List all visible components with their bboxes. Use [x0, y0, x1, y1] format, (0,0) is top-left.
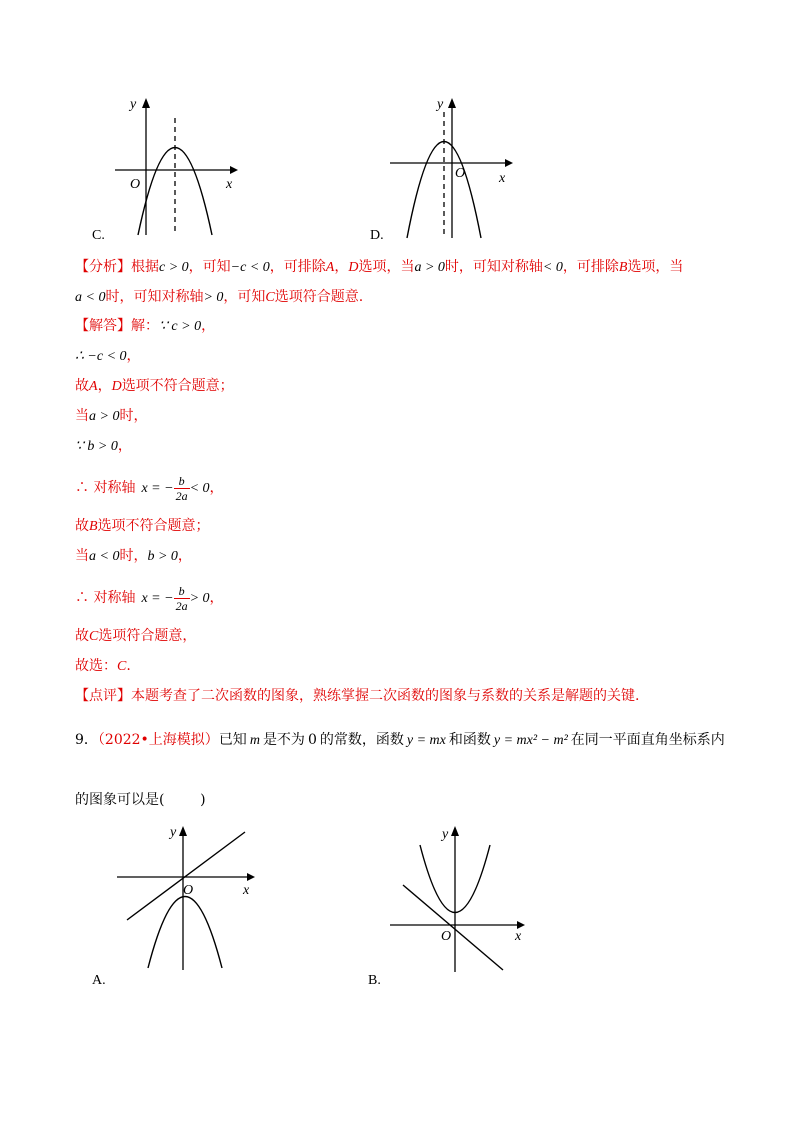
solution-tag: 【解答】: [75, 318, 131, 334]
solution-line-1: 【解答】解：∵ c > 0，: [75, 318, 216, 334]
origin-label: O: [441, 929, 452, 944]
analysis-line-2: a < 0时，可知对称轴> 0，可知C选项符合题意.: [75, 289, 364, 305]
y-axis-label: y: [442, 827, 449, 842]
y-axis-label: y: [130, 97, 137, 112]
solution-line-8: 当a < 0时，b > 0，: [75, 548, 192, 564]
question-source: （2022•上海模拟）: [97, 732, 219, 748]
origin-label: O: [183, 883, 194, 898]
x-axis-label: x: [226, 177, 233, 192]
comment-line: 【点评】本题考查了二次函数的图象，熟练掌握二次函数的图象与系数的关系是解题的关键.: [75, 688, 640, 704]
solution-line-9: ∴ 对称轴 x = − $\frac{b}{2a}$ > 0，: [75, 583, 224, 613]
solution-line-5: ∵ b > 0，: [75, 438, 132, 454]
y-axis-arrow: [179, 826, 187, 836]
option-c-label: C.: [92, 228, 105, 243]
analysis-tag: 【分析】: [75, 259, 131, 275]
question-9-line-2: 的图象可以是( ): [75, 792, 206, 808]
question-number: 9．: [75, 732, 98, 748]
parabola: [148, 897, 222, 969]
question-9-line-1: 9．（2022•上海模拟）已知 m 是不为 0 的常数，函数 y = mx 和函数 y = mx² − m² 在同一平面直角坐标系内: [75, 732, 725, 748]
option-a-label: A.: [92, 973, 106, 988]
comment-tag: 【点评】: [75, 688, 131, 704]
option-d-label: D.: [370, 228, 384, 243]
x-axis-label: x: [499, 171, 506, 186]
graph-option-d: [385, 90, 525, 240]
y-axis-arrow: [451, 826, 459, 836]
solution-line-4: 当a > 0时，: [75, 408, 148, 424]
y-axis-arrow: [448, 98, 456, 108]
solution-line-2: ∴ −c < 0，: [75, 348, 141, 364]
x-axis-label: x: [515, 929, 522, 944]
origin-label: O: [130, 177, 141, 192]
x-axis-arrow: [247, 873, 255, 881]
x-axis-arrow: [517, 921, 525, 929]
line-y-mx: [403, 885, 503, 970]
solution-line-7: 故B选项不符合题意；: [75, 518, 210, 534]
analysis-line-1: 【分析】根据c > 0，可知−c < 0，可排除A，D选项，当a > 0时，可知对称轴< 0，可排除B选项，当: [75, 259, 684, 275]
origin-label: O: [455, 166, 466, 181]
solution-line-11: 故选：C.: [75, 658, 131, 674]
graph-option-a: [115, 820, 265, 970]
x-axis-arrow: [505, 159, 513, 167]
solution-line-6: ∴ 对称轴 x = − $\frac{b}{2a}$ < 0，: [75, 473, 224, 503]
line-y-mx: [127, 832, 245, 920]
y-axis-arrow: [142, 98, 150, 108]
graph-option-b: [385, 820, 535, 975]
solution-line-10: 故C选项符合题意，: [75, 628, 197, 644]
y-axis-label: y: [170, 825, 177, 840]
x-axis-label: x: [243, 883, 250, 898]
solution-line-3: 故A，D选项不符合题意；: [75, 378, 234, 394]
x-axis-arrow: [230, 166, 238, 174]
graph-option-c: [110, 90, 250, 240]
option-b-label: B.: [368, 973, 381, 988]
y-axis-label: y: [437, 97, 444, 112]
